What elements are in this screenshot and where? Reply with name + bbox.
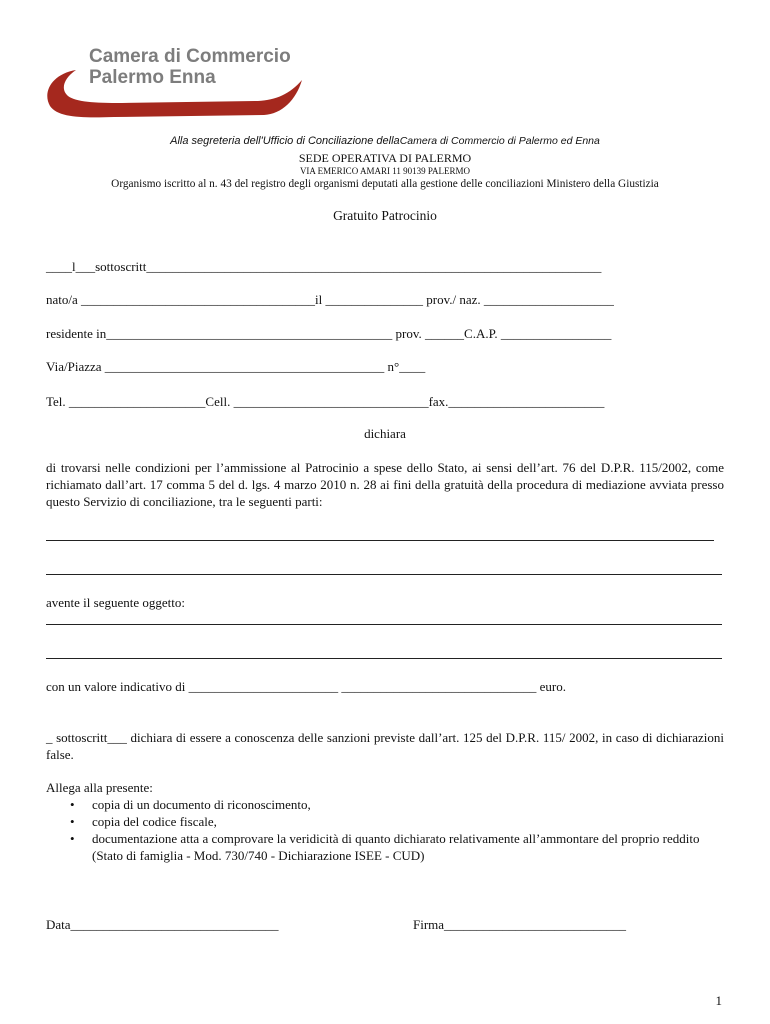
field-residenza: residente in____________________________________________ prov. ______C.A.P. _________________ (46, 326, 612, 341)
field-sottoscritto: ____l___sottoscritt______________________________________________________________________ (46, 259, 602, 274)
addressee-line (0, 135, 770, 147)
office-name: SEDE OPERATIVA DI PALERMO (298, 151, 472, 165)
dichiara-heading: dichiara (364, 426, 406, 441)
allegati-title: Allega alla presente: (46, 780, 153, 795)
oggetto-line-2 (46, 658, 722, 659)
list-item: • documentazione atta a comprovare la veridicità di quanto dichiarato relativamente all’ammontare del proprio reddito (Stato di famiglia - Mod. 730/740 - Dichiarazione ISEE - CUD) (70, 831, 700, 863)
bullet-icon: • (70, 797, 75, 812)
valore-line: con un valore indicativo di _______________________ ______________________________ euro. (46, 679, 566, 694)
office-address: VIA EMERICO AMARI 11 90139 PALERMO (299, 166, 471, 176)
addressee-part-b: Camera di Commercio di Palermo ed Enna (399, 135, 600, 147)
parti-line-2 (46, 574, 722, 575)
registration-note: Organismo iscritto al n. 43 del registro degli organismi deputati alla gestione delle conciliazioni Ministero della Giustizia (111, 178, 659, 190)
addressee-part-a: Alla segreteria dell'Ufficio di Conciliazione della (170, 135, 400, 147)
bullet-icon: • (70, 831, 75, 846)
oggetto-line-1 (46, 624, 722, 625)
logo-text-line2: Palermo Enna (89, 67, 216, 88)
bullet-icon: • (70, 814, 75, 829)
logo-text-line1: Camera di Commercio (89, 46, 291, 67)
field-indirizzo: Via/Piazza ___________________________________________ n°____ (46, 359, 426, 374)
document-title: Gratuito Patrocinio (333, 208, 437, 223)
allegati-section (46, 779, 726, 864)
list-item: • copia di un documento di riconoscimento, (70, 797, 311, 812)
data-field: Data________________________________ (46, 917, 279, 932)
field-contatti: Tel. _____________________Cell. ______________________________fax.________________________ (46, 394, 605, 409)
oggetto-label: avente il seguente oggetto: (46, 595, 185, 610)
allegati-list (46, 796, 726, 864)
sanzioni-paragraph: _ sottoscritt___ dichiara di essere a conoscenza delle sanzioni previste dall’art. 125 del D.P.R. 115/ 2002, in caso di dichiarazioni false. (46, 730, 724, 762)
list-item: • copia del codice fiscale, (70, 814, 217, 829)
page-number: 1 (715, 993, 722, 1008)
declaration-paragraph: di trovarsi nelle condizioni per l’ammissione al Patrocinio a spese dello Stato, ai sensi dell’art. 76 del D.P.R. 115/2002, come richiamato dall’art. 17 comma 5 del d. lgs. 4 marzo 2010 n. 28 ai fini della gratuità della procedura di mediazione avviata presso questo Servizio di conciliazione, tra le seguenti parti: (46, 460, 724, 509)
field-nascita: nato/a ____________________________________il _______________ prov./ naz. ____________________ (46, 292, 614, 307)
parti-line-1 (46, 540, 714, 541)
firma-field: Firma____________________________ (413, 917, 627, 932)
